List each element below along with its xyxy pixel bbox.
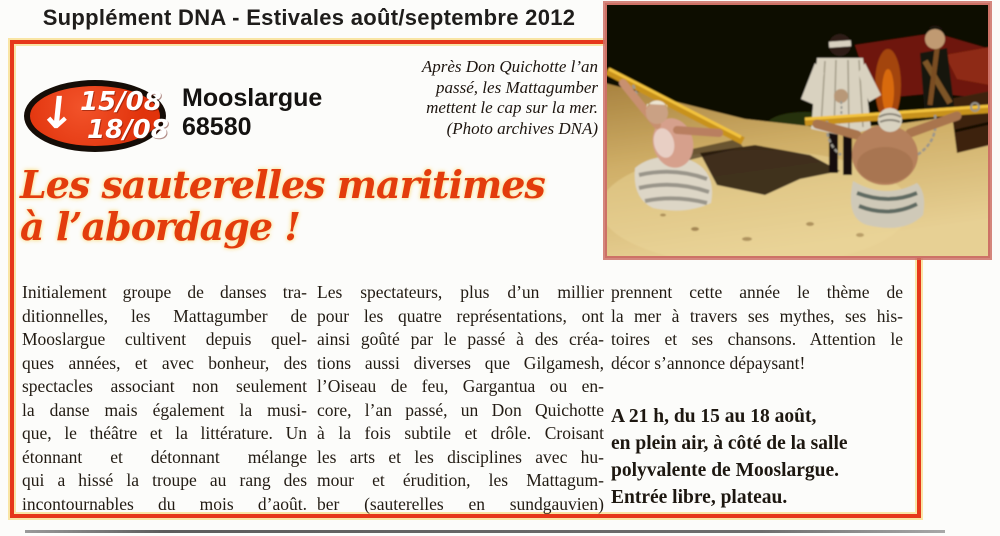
text-line: qui a hissé la troupe au rang des xyxy=(22,470,307,490)
text-line: toires et ses chansons. Attention le xyxy=(611,329,903,349)
text-line: mour et érudition, les Mattagum- xyxy=(317,470,604,490)
text-line: à la fois subtile et drôle. Croisant xyxy=(317,423,604,443)
text-line: Après Don Quichotte l’an xyxy=(421,57,598,76)
photo-illustration xyxy=(605,3,990,258)
body-column-3-paragraph xyxy=(611,281,903,375)
text-line: les arts et les disciplines avec hu- xyxy=(317,446,604,467)
date-end: 18/08 xyxy=(87,115,169,145)
text-line: tions aussi diverses que Gilgamesh, xyxy=(317,352,604,373)
text-line: Entrée libre, plateau. xyxy=(611,487,788,508)
text-line: l’Oiseau de feu, Gargantua ou en- xyxy=(317,376,604,396)
text-line: prennent cette année le thème de xyxy=(611,282,903,302)
photo-caption xyxy=(385,57,598,139)
body-column-1 xyxy=(22,281,307,516)
text-line: ainsi goûté par le passé à des créa- xyxy=(317,329,604,349)
text-line: la mer à travers ses mythes, ses his- xyxy=(611,305,903,326)
photo xyxy=(605,3,990,258)
text-line: la danse mais également la musi- xyxy=(22,399,307,420)
headline-line-2: à l’abordage ! xyxy=(20,204,300,249)
text-line: en plein air, à côté de la salle xyxy=(611,433,848,454)
text-line: core, l’an passé, un Don Quichotte xyxy=(317,399,604,420)
body-column-2 xyxy=(317,281,604,516)
body-column-3 xyxy=(611,281,903,511)
date-start: 15/08 xyxy=(80,87,162,117)
location-postcode: 68580 xyxy=(182,113,252,141)
masthead-title: Supplément DNA - Estivales août/septembre 2012 xyxy=(42,5,576,30)
text-line: Initialement groupe de danses tra- xyxy=(22,282,307,302)
wooden-bench xyxy=(950,91,990,153)
text-line: incontournables du mois d’août. xyxy=(22,493,307,514)
text-line: polyvalente de Mooslargue. xyxy=(611,460,840,481)
text-line: spectacles associant non seulement xyxy=(22,376,307,396)
text-line: décor s’annonce dépaysant! xyxy=(611,352,806,373)
article-headline xyxy=(20,164,545,248)
text-line: étonnant et détonnant mélange xyxy=(22,446,307,467)
text-line: ber (sauterelles en sundgauvien) xyxy=(317,493,604,514)
text-line: Les spectateurs, plus d’un millier xyxy=(317,282,604,302)
event-info-block xyxy=(611,403,903,511)
location-block xyxy=(182,84,322,142)
text-line: passé, les Mattagumber xyxy=(436,77,598,97)
text-line: ditionnelles, les Mattagumber de xyxy=(22,305,307,326)
text-line: Mooslargue cultivent depuis quel- xyxy=(22,329,307,349)
date-range xyxy=(80,88,169,144)
down-arrow-icon: ↓ xyxy=(36,88,79,139)
headline-line-1: Les sauterelles maritimes xyxy=(20,162,545,207)
text-line: (Photo archives DNA) xyxy=(446,118,598,138)
scan-artifact-line xyxy=(25,530,945,533)
text-line: ques années, et avec bonheur, des xyxy=(22,352,307,373)
location-name: Mooslargue xyxy=(182,84,323,112)
date-badge xyxy=(24,80,169,152)
text-line: que, le théâtre et la littérature. Un xyxy=(22,423,307,443)
text-line: A 21 h, du 15 au 18 août, xyxy=(611,406,817,427)
text-line: mettent le cap sur la mer. xyxy=(426,98,598,117)
text-line: pour les quatre représentations, ont xyxy=(317,305,604,326)
